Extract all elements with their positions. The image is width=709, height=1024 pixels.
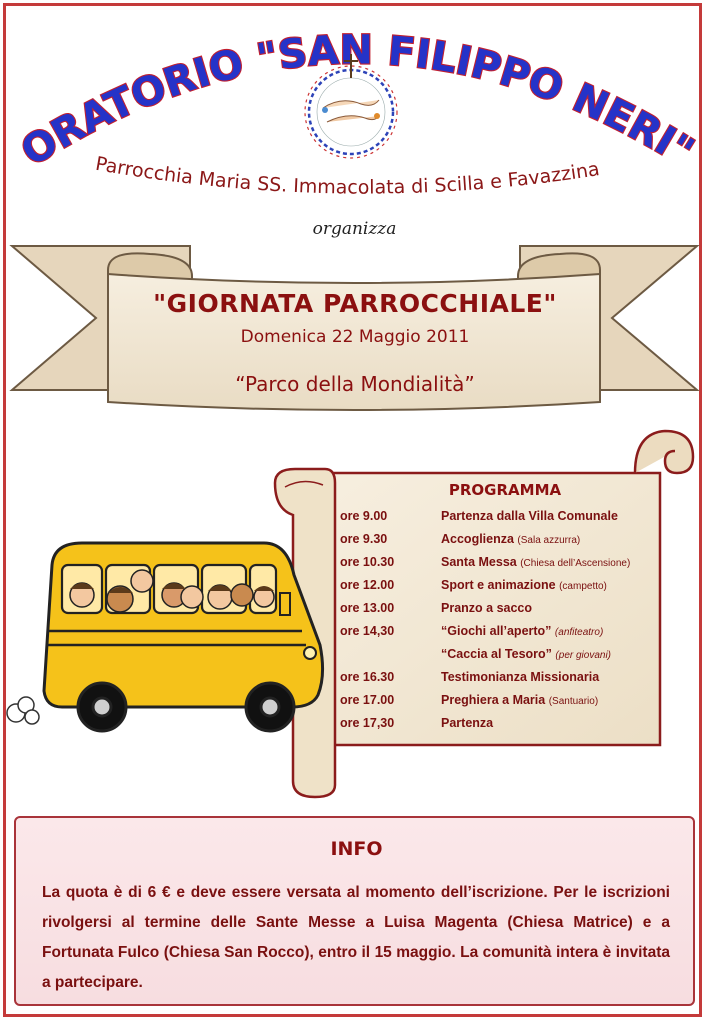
program-item [340, 716, 685, 739]
event-title: "GIORNATA PARROCCHIALE" [153, 289, 557, 318]
program-note: (anfiteatro) [554, 627, 604, 638]
program-activity: Partenza [441, 716, 494, 730]
program-item [340, 578, 685, 601]
program-activity: Testimonianza Missionaria [441, 670, 600, 684]
program-activity: Santa Messa [441, 555, 517, 569]
program-item [340, 601, 685, 624]
program-item [340, 624, 685, 647]
program-item [340, 693, 685, 716]
program-time: ore 9.30 [340, 532, 388, 546]
parish-subtitle: Parrocchia Maria SS. Immacolata di Scilla e Favazzina [93, 152, 602, 199]
program-activity: “Giochi all’aperto” [441, 624, 552, 638]
school-bus-icon [2, 535, 332, 745]
program-activity: Preghiera a Maria [441, 693, 546, 707]
program-item [340, 555, 685, 578]
program-item [340, 532, 685, 555]
event-place: “Parco della Mondialità” [235, 372, 475, 396]
program-note: (Sala azzurra) [517, 535, 581, 546]
info-box [14, 816, 695, 1006]
info-body: La quota è di 6 € e deve essere versata al momento dell’iscrizione. Per le iscrizioni rivolgersi al termine delle Sante Messe a Luisa Magenta (Chiesa Matrice) e a Fortunata Fulco (Chiesa San Rocco), entro il 15 maggio. La comunità intera è invitata a partecipare. [42, 884, 670, 991]
program-note: (per giovani) [555, 650, 612, 661]
program-item [340, 647, 685, 670]
program-note: (Santuario) [548, 696, 599, 707]
program-item [340, 509, 685, 532]
event-date: Domenica 22 Maggio 2011 [240, 327, 470, 347]
program-activity: Accoglienza [441, 532, 514, 546]
program-list [340, 509, 685, 739]
program-time: ore 14,30 [340, 624, 395, 638]
program-activity: Partenza dalla Villa Comunale [441, 509, 618, 523]
info-title: INFO [330, 838, 383, 860]
program-activity: Sport e animazione [441, 578, 556, 592]
program-time: ore 17.00 [340, 693, 395, 707]
program-time: ore 9.00 [340, 509, 388, 523]
program-note: (campetto) [559, 581, 607, 592]
program-title: PROGRAMMA [448, 481, 562, 499]
program-time: ore 17,30 [340, 716, 395, 730]
program-time: ore 13.00 [340, 601, 395, 615]
program-activity: “Caccia al Tesoro” [441, 647, 552, 661]
header-title-art [0, 0, 709, 215]
organizza-label: organizza [312, 219, 397, 239]
program-activity: Pranzo a sacco [441, 601, 533, 615]
program-time: ore 12.00 [340, 578, 395, 592]
program-item [340, 670, 685, 693]
oratorio-title: ORATORIO "SAN FILIPPO NERI" [13, 27, 702, 176]
program-time: ore 16.30 [340, 670, 395, 684]
program-note: (Chiesa dell’Ascensione) [520, 558, 631, 569]
program-time: ore 10.30 [340, 555, 395, 569]
